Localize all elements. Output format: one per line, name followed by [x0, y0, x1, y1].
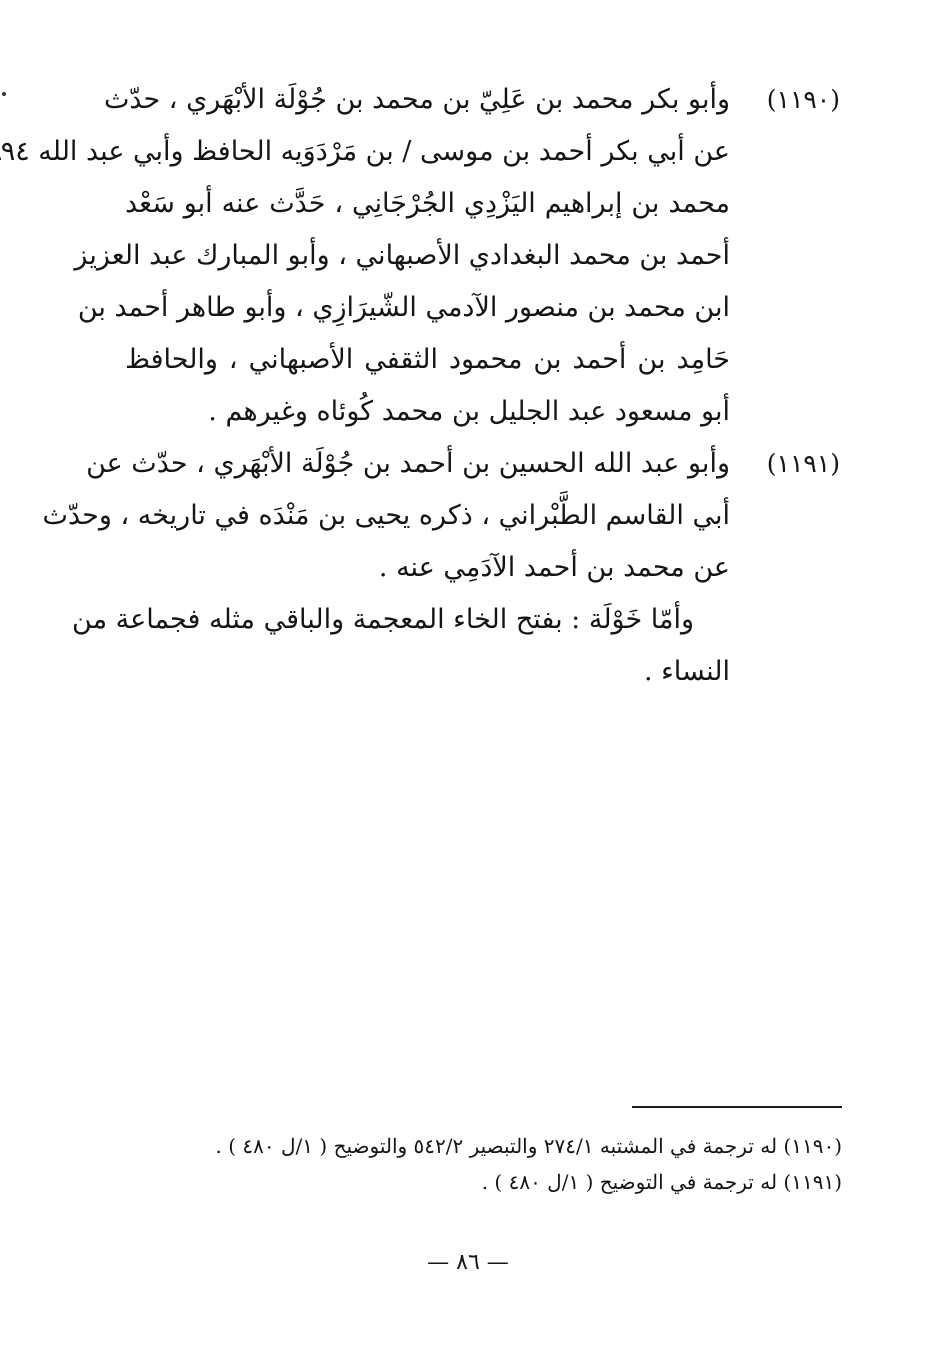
text-line: النساء .: [643, 656, 730, 687]
entry-body: [0, 74, 730, 438]
entry-number: (١١٩٠): [766, 85, 840, 114]
text-line: وأبو عبد الله الحسين بن أحمد بن جُوْلَة الأبْهَري ، حدّث عن: [86, 448, 730, 479]
text-line: أبي القاسم الطَّبْراني ، ذكره يحيى بن مَنْدَه في تاريخه ، وحدّث: [42, 500, 730, 531]
footnote-divider: [632, 1106, 842, 1108]
entry-body: [42, 438, 730, 594]
page-number: — ٨٦ —: [427, 1250, 509, 1275]
text-line: وأبو بكر محمد بن عَلِيّ بن محمد بن جُوْلَة الأبْهَري ، حدّث: [103, 84, 730, 115]
footnote-1191: (١١٩١) له ترجمة في التوضيح ( ١/ل ٤٨٠ ) .: [481, 1170, 842, 1194]
text-line: وأمّا خَوْلَة : بفتح الخاء المعجمة والباقي مثله فجماعة من: [72, 604, 694, 635]
text-line: ابن محمد بن منصور الآدمي الشّيرَازِي ، وأبو طاهر أحمد بن: [77, 292, 730, 323]
text-line: محمد بن إبراهيم اليَزْدِي الجُرْجَانِي ، حَدَّث عنه أبو سَعْد: [125, 188, 730, 219]
text-line: حَامِد بن أحمد بن محمود الثقفي الأصبهاني ، والحافظ: [125, 344, 730, 375]
text-line: أحمد بن محمد البغدادي الأصبهاني ، وأبو المبارك عبد العزيز: [74, 240, 730, 271]
footnotes: [100, 1128, 842, 1200]
main-text: [0, 74, 840, 698]
entry-1190: [0, 74, 840, 438]
entry-1191: [42, 438, 840, 594]
entry-number: (١١٩١): [766, 449, 840, 478]
margin-mark: [2, 92, 6, 96]
text-line: عن أبي بكر أحمد بن موسى / بن مَرْدَوَيه الحافظ وأبي عبد الله ٩٤: [0, 136, 730, 167]
closing-paragraph: [72, 594, 730, 698]
text-line: أبو مسعود عبد الجليل بن محمد كُوئاه وغيرهم .: [208, 396, 730, 427]
footnote-1190: (١١٩٠) له ترجمة في المشتبه ٢٧٤/١ والتبصير ٥٤٢/٢ والتوضيح ( ١/ل ٤٨٠ ) .: [215, 1134, 842, 1158]
text-line: عن محمد بن أحمد الآدَمِي عنه .: [378, 552, 730, 583]
